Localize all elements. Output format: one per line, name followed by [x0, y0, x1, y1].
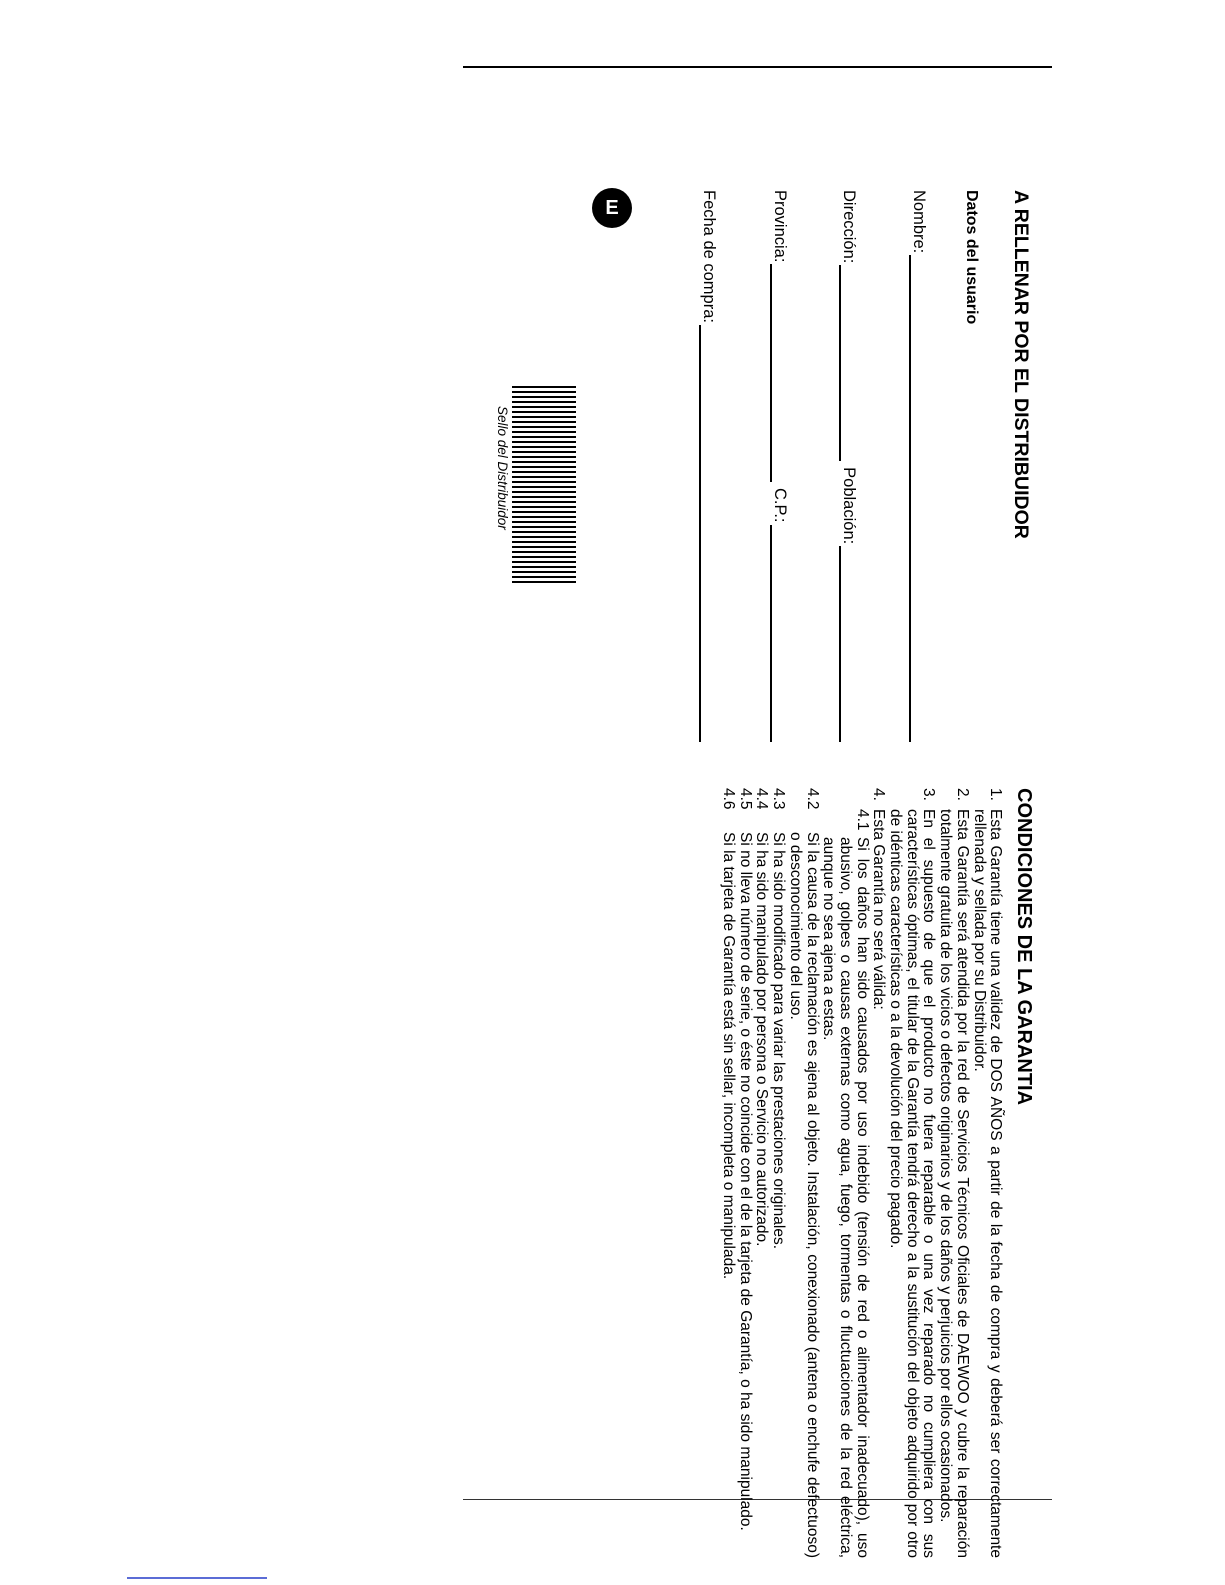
nombre-row — [909, 190, 928, 742]
poblacion-field-line[interactable] — [839, 546, 843, 742]
condition-4-2 — [786, 788, 819, 1558]
distributor-stamp-area — [512, 386, 576, 586]
nombre-field-line[interactable] — [909, 255, 913, 742]
condition-4-4 — [753, 788, 770, 1558]
direccion-label: Dirección: — [840, 190, 858, 264]
condition-text: Si ha sido manipulado por persona o Servicio no autorizado. — [753, 832, 771, 1247]
condition-2 — [936, 788, 969, 1558]
warranty-conditions — [719, 788, 1035, 1558]
condition-1 — [970, 788, 1003, 1558]
provincia-row — [770, 190, 789, 742]
condition-number: 4.6 — [720, 788, 738, 810]
provincia-label: Provincia: — [771, 190, 789, 263]
condition-4 — [870, 788, 887, 1558]
condition-number: 3. — [920, 788, 938, 801]
condition-number: 4.4 — [753, 788, 771, 810]
condition-number: 4. — [870, 788, 888, 801]
condition-text: Si ha sido modificado para variar las prestaciones originales. — [770, 832, 788, 1249]
condition-4-6 — [719, 788, 736, 1558]
top-rule — [463, 66, 1052, 68]
user-data-subtitle: Datos del usuario — [963, 190, 980, 325]
condition-3 — [886, 788, 936, 1558]
fecha-row — [699, 190, 718, 742]
condition-number: 1. — [987, 788, 1005, 801]
condition-number: 4.1 — [853, 809, 871, 831]
condition-text: Si no lleva número de serie, o éste no coincide con el de la tarjeta de Garantía, o ha sido manipulado. — [736, 832, 754, 1531]
direccion-row — [839, 190, 858, 742]
fecha-field-line[interactable] — [699, 325, 703, 742]
condition-text: Si la causa de la reclamación es ajena al objeto. Instalación, conexionado (antena o enchufe defectuoso) o desconocimiento del uso. — [786, 832, 821, 1558]
condition-number: 2. — [953, 788, 971, 801]
condition-number: 4.2 — [803, 788, 821, 810]
condition-text: Esta Garantía no será válida: — [870, 809, 888, 1010]
form-title: A RELLENAR POR EL DISTRIBUIDOR — [1010, 190, 1032, 539]
condition-4-1 — [820, 788, 870, 1558]
stamp-label: Sello del Distribuidor — [495, 406, 510, 530]
condition-number: 4.3 — [770, 788, 788, 810]
edge-fragment — [127, 1577, 267, 1579]
nombre-label: Nombre: — [910, 190, 928, 254]
condition-text: Si los daños han sido causados por uso indebido (tensión de red o alimentador inadecuado), uso abusivo, golpes o causas externas como agua, fuego, tormentas o fluctuaciones de la red eléctrica, aunque no sea ajena a estas. — [820, 837, 871, 1558]
cp-label: C.P.: — [771, 487, 789, 523]
direccion-field-line[interactable] — [839, 265, 843, 461]
condition-text: Esta Garantía será atendida por la red de Servicios Técnicos Oficiales de DAEWOO y cubre la reparación totalmente gratuita de los vicios o defectos originarios y de los daños y perjuicios por ellos ocasionados. — [937, 809, 971, 1558]
conditions-title: CONDICIONES DE LA GARANTIA — [1013, 788, 1035, 1106]
language-badge: E — [592, 188, 632, 228]
cp-field-line[interactable] — [770, 525, 774, 743]
condition-4-5 — [736, 788, 753, 1558]
condition-4-3 — [769, 788, 786, 1558]
poblacion-label: Población: — [840, 467, 858, 545]
condition-text: En el supuesto de que el producto no fuera reparable o una vez reparado no cumpliera con sus características óptimas, el titular de la Garantía tendrá derecho a la sustitución del objeto adquirido por otro de idénticas características o a la devolución del precio pagado. — [887, 809, 938, 1558]
condition-text: Esta Garantía tiene una validez de DOS AÑOS a partir de la fecha de compra y deberá ser correctamente rellenada y sellada por su Distribuidor. — [970, 809, 1005, 1558]
rotated-page-content — [472, 190, 1035, 1560]
provincia-field-line[interactable] — [770, 264, 774, 482]
condition-number: 4.5 — [736, 788, 754, 810]
condition-text: Si la tarjeta de Garantía está sin sellar, incompleta o manipulada. — [720, 832, 738, 1280]
fecha-label: Fecha de compra: — [700, 190, 718, 323]
